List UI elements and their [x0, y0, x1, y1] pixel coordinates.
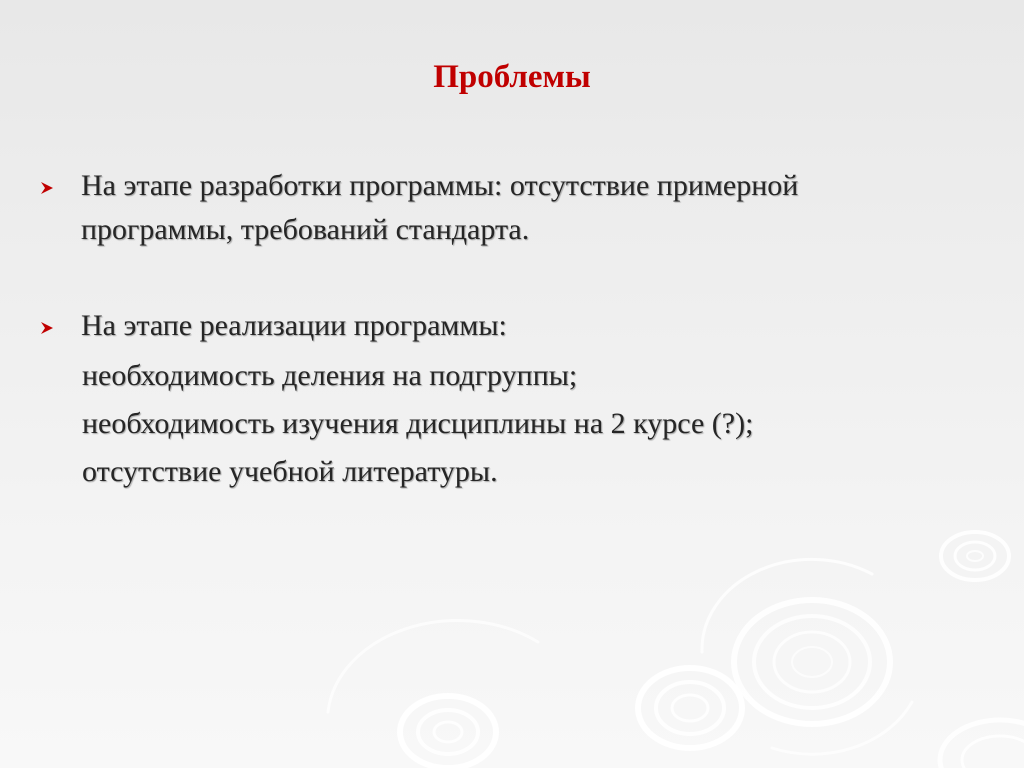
arrowhead-bullet-icon: [40, 181, 54, 195]
bullet-text-line: программы, требований стандарта.: [81, 213, 530, 246]
sub-item-text: необходимость изучения дисциплины на 2 курсе (?);: [82, 407, 754, 440]
ripple-medium: [638, 668, 742, 748]
sub-item-text: необходимость деления на подгруппы;: [82, 359, 578, 392]
ripple-small: [941, 532, 1009, 580]
bullet-text-line: На этапе реализации программы:: [81, 309, 507, 342]
ripple-large: [702, 559, 912, 754]
slide-title: Проблемы: [433, 59, 591, 95]
ripple-corner: [940, 720, 1024, 768]
ripple-low: [328, 621, 538, 768]
sub-item-text: отсутствие учебной литературы.: [82, 455, 498, 488]
arrowhead-bullet-icon: [40, 321, 54, 335]
bullet-text-line: На этапе разработки программы: отсутствие примерной: [81, 169, 799, 202]
